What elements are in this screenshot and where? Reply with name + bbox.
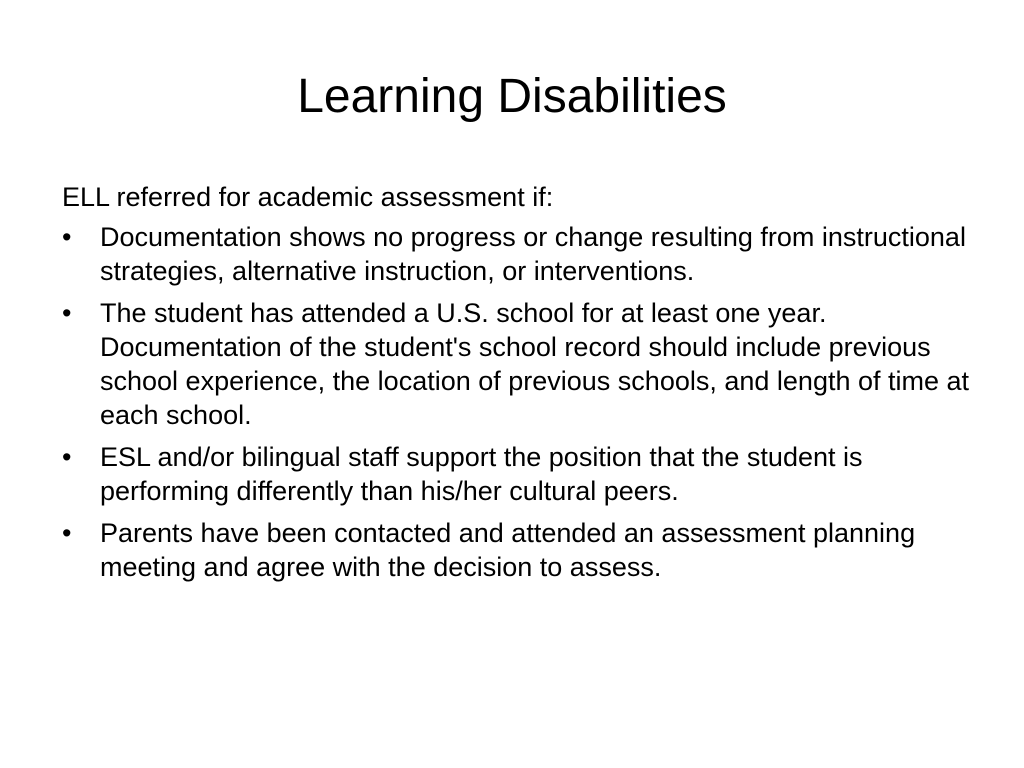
bullet-icon: • xyxy=(62,222,72,252)
bullet-text: The student has attended a U.S. school for at least one year. Documentation of the student's school record should include previous school experience, the location of previous schools, and length of time at each school. xyxy=(100,298,970,430)
bullet-item xyxy=(62,296,982,432)
bullet-text: Documentation shows no progress or change resulting from instructional strategies, alternative instruction, or interventions. xyxy=(100,222,966,286)
intro-text: ELL referred for academic assessment if: xyxy=(62,182,554,212)
bullet-icon: • xyxy=(62,298,72,328)
slide-title: Learning Disabilities xyxy=(297,70,727,123)
bullet-text: ESL and/or bilingual staff support the position that the student is performing differently than his/her cultural peers. xyxy=(100,442,863,506)
bullet-list xyxy=(62,220,982,584)
bullet-icon: • xyxy=(62,442,72,472)
bullet-icon: • xyxy=(62,518,72,548)
slide-body xyxy=(62,180,982,592)
bullet-item xyxy=(62,220,982,288)
bullet-item xyxy=(62,440,982,508)
bullet-item xyxy=(62,516,982,584)
bullet-text: Parents have been contacted and attended an assessment planning meeting and agree with the decision to assess. xyxy=(100,518,916,582)
